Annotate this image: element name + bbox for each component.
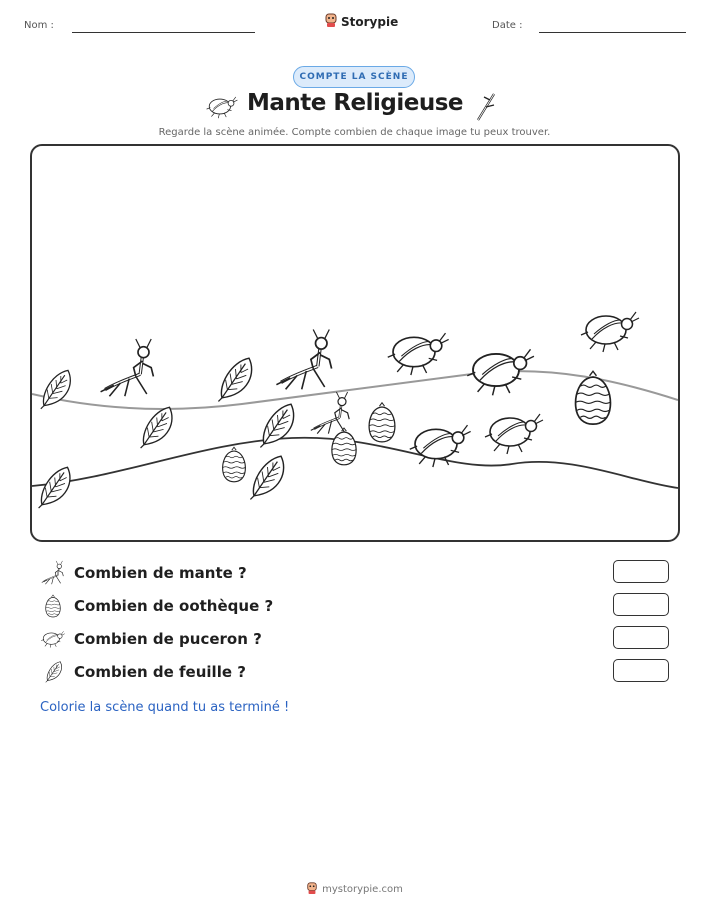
question-ootheca xyxy=(40,593,670,619)
ootheca-2 xyxy=(332,428,356,465)
footer xyxy=(0,880,709,899)
mantis-2 xyxy=(276,330,331,390)
leaf-4 xyxy=(260,404,293,447)
name-line xyxy=(72,32,255,33)
mantis-3 xyxy=(311,392,349,434)
page-title: Mante Religieuse xyxy=(246,90,464,116)
leaf-1 xyxy=(41,370,71,408)
counting-scene xyxy=(30,144,680,542)
brand-logo xyxy=(324,12,398,32)
storypie-mascot-icon xyxy=(306,880,318,899)
leaf-icon xyxy=(40,659,66,685)
date-line xyxy=(539,32,686,33)
answer-box-leaf[interactable] xyxy=(613,659,669,682)
question-text: Combien de feuille ? xyxy=(74,663,246,681)
section-badge: COMPTE LA SCÈNE xyxy=(293,66,415,88)
aphid-1 xyxy=(388,333,449,375)
ootheca-icon xyxy=(40,593,66,619)
name-label: Nom : xyxy=(24,20,54,31)
mantis-1 xyxy=(101,339,154,396)
stick-icon xyxy=(474,90,500,126)
footer-link[interactable]: mystorypie.com xyxy=(322,884,403,895)
ootheca-4 xyxy=(576,371,611,424)
aphid-3 xyxy=(581,312,639,352)
leaf-2 xyxy=(141,407,172,448)
leaf-5 xyxy=(39,467,70,508)
leaf-3 xyxy=(218,358,251,401)
answer-box-mantis[interactable] xyxy=(613,560,669,583)
aphid-4 xyxy=(410,425,471,467)
leaf-6 xyxy=(250,456,283,499)
coloring-instruction: Colorie la scène quand tu as terminé ! xyxy=(40,700,290,715)
aphid-5 xyxy=(485,414,543,454)
ootheca-1 xyxy=(223,447,246,482)
mantis-icon xyxy=(40,560,66,586)
date-label: Date : xyxy=(492,20,523,31)
question-text: Combien de puceron ? xyxy=(74,630,262,648)
question-text: Combien de mante ? xyxy=(74,564,247,582)
aphid-2 xyxy=(467,349,534,395)
question-mantis xyxy=(40,560,670,586)
question-leaf xyxy=(40,659,670,685)
question-aphid xyxy=(40,626,670,652)
answer-box-ootheca[interactable] xyxy=(613,593,669,616)
ootheca-3 xyxy=(369,403,395,442)
answer-box-aphid[interactable] xyxy=(613,626,669,649)
aphid-icon xyxy=(40,626,66,652)
brand-name: Storypie xyxy=(341,15,399,29)
question-text: Combien de oothèque ? xyxy=(74,597,274,615)
storypie-mascot-icon xyxy=(324,12,338,32)
page-subtitle: Regarde la scène animée. Compte combien de chaque image tu peux trouver. xyxy=(158,127,551,138)
